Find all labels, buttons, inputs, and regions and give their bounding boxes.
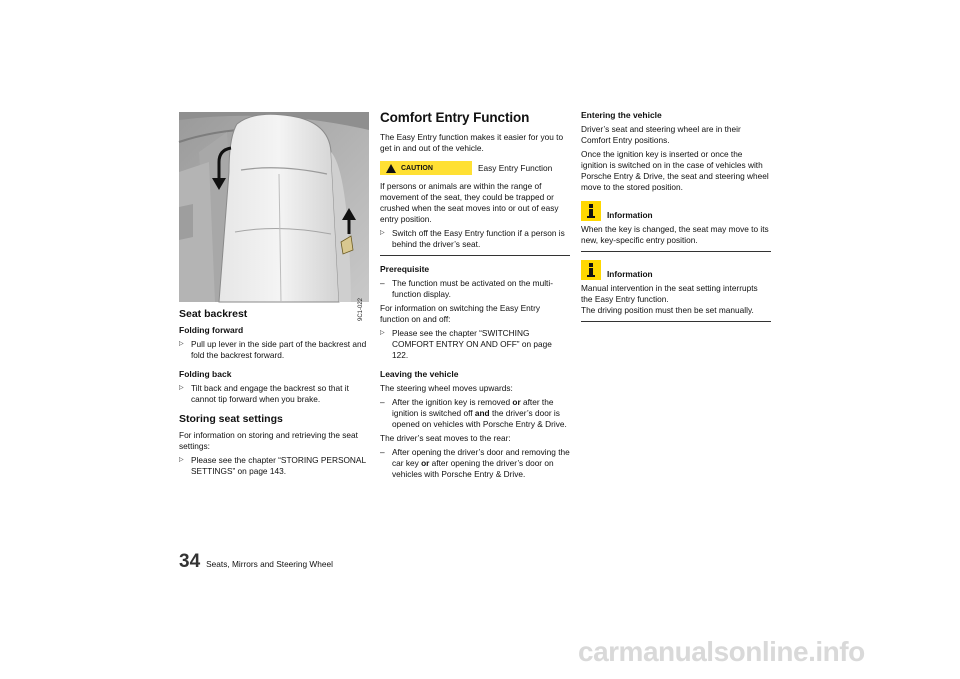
footer-section-title: Seats, Mirrors and Steering Wheel	[206, 559, 333, 569]
caution-row	[380, 161, 570, 175]
steering-text: The steering wheel moves upwards:	[380, 383, 513, 393]
right-column	[581, 110, 771, 330]
page-number: 34	[179, 551, 201, 572]
warning-step: ▷ Switch off the Easy Entry function if a person is behind the driver’s seat.	[380, 228, 565, 249]
info-block-1-header	[581, 201, 771, 221]
caution-badge: CAUTION	[380, 161, 472, 175]
comfort-entry-intro: The Easy Entry function makes it easier for you to get in and out of the vehicle.	[380, 132, 564, 153]
section-divider	[581, 251, 771, 252]
steering-item: – After the ignition key is removed or after the ignition is switched off and the driver’s door is opened on vehicles with Porsche Entry & Drive.	[380, 397, 567, 429]
information-icon	[581, 260, 601, 280]
info2-text1: Manual intervention in the seat setting interrupts the Easy Entry function.	[581, 283, 758, 304]
info2-text2: The driving position must then be set manually.	[581, 305, 754, 315]
section-divider	[581, 321, 771, 322]
leaving-vehicle-heading: Leaving the vehicle	[380, 369, 459, 379]
prerequisite-heading: Prerequisite	[380, 264, 430, 274]
entering-p2: Once the ignition key is inserted or once the ignition is switched on in the case of vehicles with Porsche Entry & Drive, the seat and steering wheel move to the stored position.	[581, 149, 769, 192]
bullet-arrow-icon: ▷	[179, 385, 184, 391]
seat-item: – After opening the driver’s door and removing the car key or after opening the driver’s door on vehicles with Porsche Entry & Drive.	[380, 447, 570, 479]
prerequisite-item: – The function must be activated on the multi-function display.	[380, 278, 553, 299]
left-column	[179, 112, 369, 480]
storing-seat-settings-title: Storing seat settings	[179, 413, 283, 425]
bullet-arrow-icon: ▷	[380, 330, 385, 336]
bullet-arrow-icon: ▷	[380, 230, 385, 236]
warning-text: If persons or animals are within the range of movement of the seat, they could be trapped or crushed when the seat moves into or out of easy entry position.	[380, 181, 559, 224]
bullet-arrow-icon: ▷	[179, 341, 184, 347]
seat-text: The driver’s seat moves to the rear:	[380, 433, 511, 443]
prerequisite-step: ▷ Please see the chapter “SWITCHING COMFORT ENTRY ON AND OFF” on page 122.	[380, 328, 552, 360]
folding-forward-step: ▷ Pull up lever in the side part of the backrest and fold the backrest forward.	[179, 339, 367, 360]
seat-backrest-title: Seat backrest	[179, 308, 248, 320]
bullet-arrow-icon: ▷	[179, 457, 184, 463]
middle-column	[380, 110, 570, 483]
info-title: Information	[607, 269, 653, 279]
figure-code: 9C1-022	[358, 298, 364, 322]
page-footer	[179, 551, 333, 572]
comfort-entry-title: Comfort Entry Function	[380, 110, 530, 125]
info1-text: When the key is changed, the seat may move to its new, key-specific entry position.	[581, 224, 769, 245]
storing-step: ▷ Please see the chapter “STORING PERSONAL SETTINGS” on page 143.	[179, 455, 366, 476]
entering-vehicle-heading: Entering the vehicle	[581, 110, 662, 120]
seat-illustration	[179, 112, 369, 302]
info-title: Information	[607, 210, 653, 220]
watermark: carmanualsonline.info	[578, 636, 865, 667]
info-block-2-header	[581, 260, 771, 280]
information-icon	[581, 201, 601, 221]
caution-topic: Easy Entry Function	[478, 162, 553, 173]
prerequisite-info: For information on switching the Easy Entry function on and off:	[380, 303, 541, 324]
storing-intro: For information on storing and retrieving the seat settings:	[179, 430, 358, 451]
folding-forward-heading: Folding forward	[179, 325, 244, 335]
warning-triangle-icon	[386, 164, 396, 173]
folding-back-step: ▷ Tilt back and engage the backrest so that it cannot tip forward when you brake.	[179, 383, 349, 404]
entering-p1: Driver’s seat and steering wheel are in their Comfort Entry positions.	[581, 124, 741, 145]
section-divider	[380, 255, 570, 256]
folding-back-heading: Folding back	[179, 369, 232, 379]
